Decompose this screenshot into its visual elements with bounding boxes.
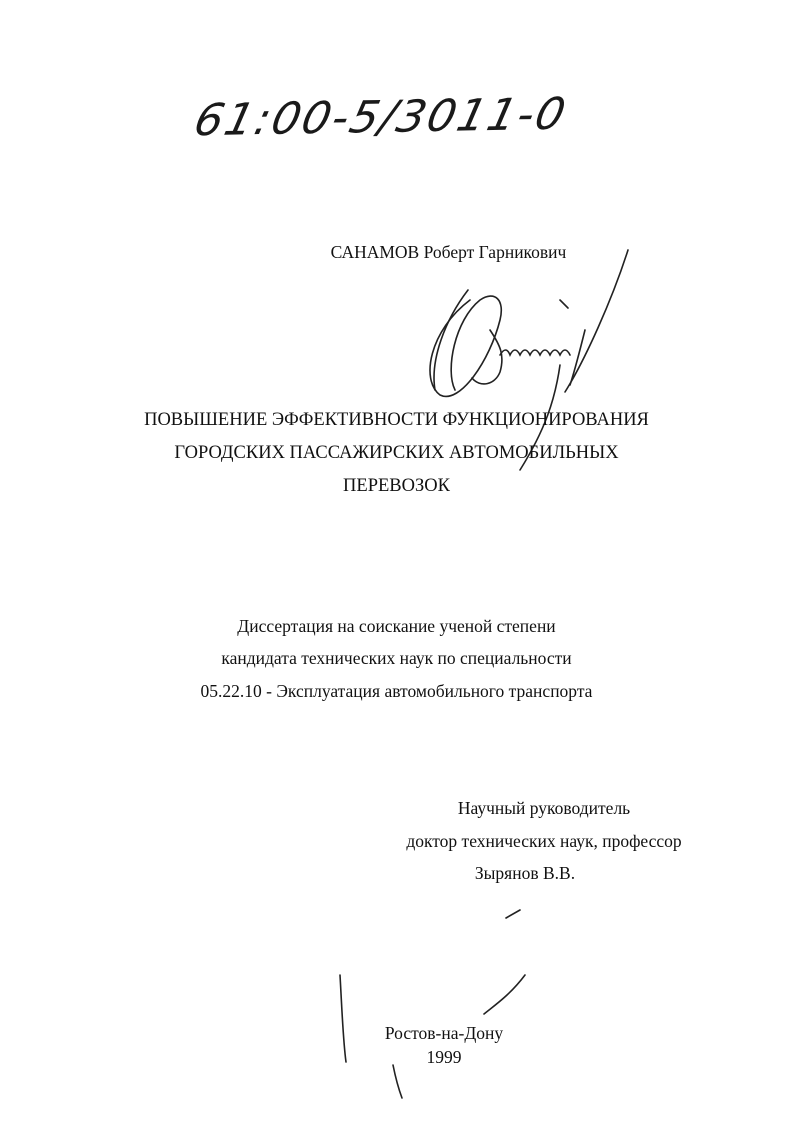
author-name-text: САНАМОВ Роберт Гарникович [330, 242, 567, 262]
title-line-2: ГОРОДСКИХ ПАССАЖИРСКИХ АВТОМОБИЛЬНЫХ [174, 443, 619, 463]
supervisor-name: Зырянов В.В. [474, 863, 576, 883]
year: 1999 [426, 1047, 462, 1067]
dissertation-line-1: Диссертация на соискание ученой степени [237, 616, 556, 636]
supervisor-degree: доктор технических наук, профессор [406, 831, 682, 851]
title-line-3: ПЕРЕВОЗОК [343, 476, 450, 496]
supervisor-role: Научный руководитель [457, 798, 631, 818]
archive-number-handwritten: 61:00-5/3011-0 [189, 88, 573, 147]
title-line-1: ПОВЫШЕНИЕ ЭФФЕКТИВНОСТИ ФУНКЦИОНИРОВАНИЯ [144, 410, 649, 430]
dissertation-line-3: 05.22.10 - Эксплуатация автомобильного транспорта [200, 681, 593, 701]
author-name [0, 241, 793, 263]
city: Ростов-на-Дону [384, 1023, 504, 1043]
dissertation-line-2: кандидата технических наук по специальности [221, 648, 572, 668]
